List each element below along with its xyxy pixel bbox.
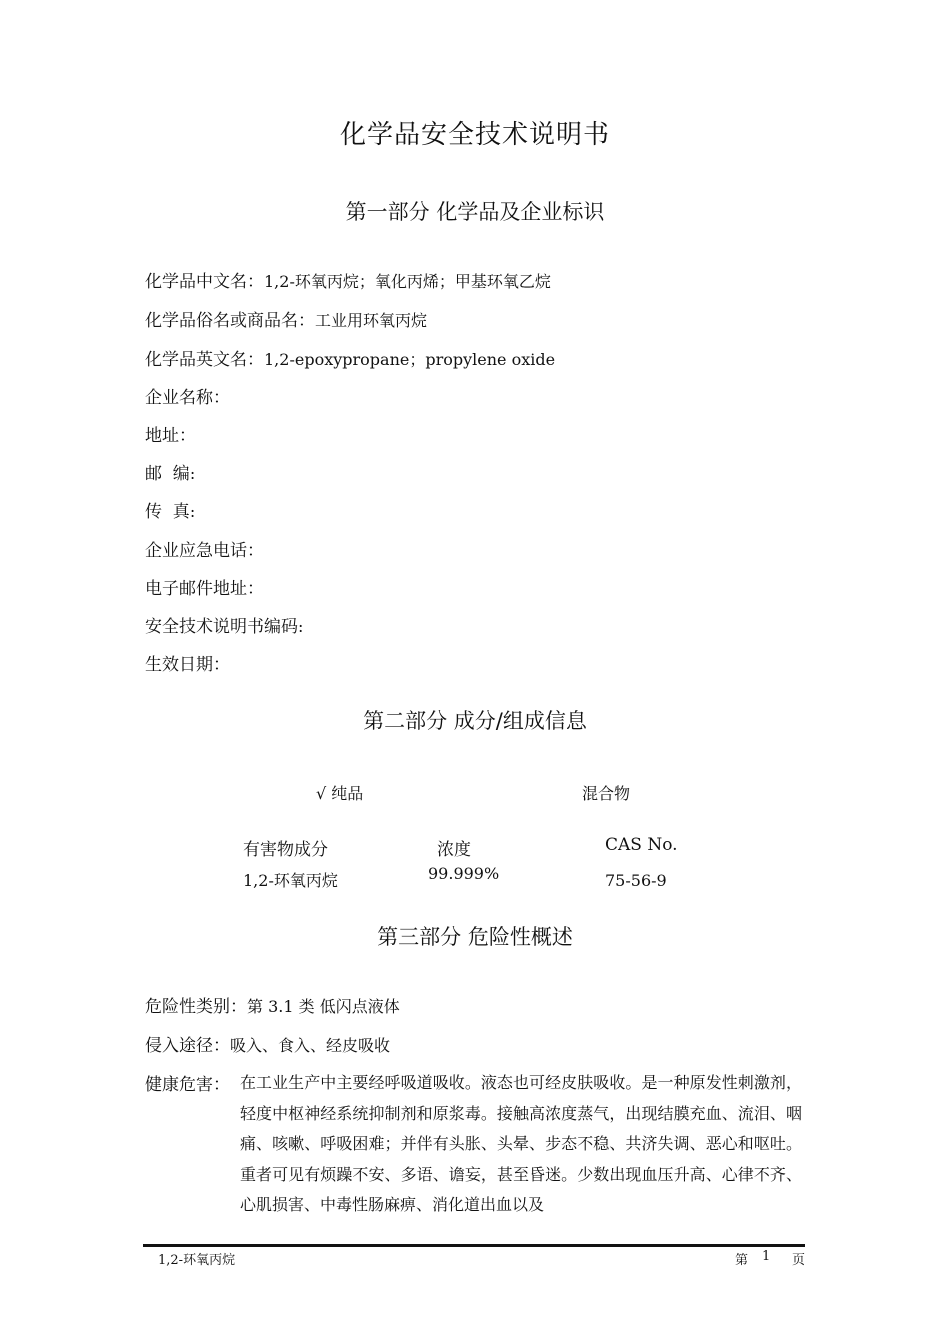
option-pure: √ 纯品 — [316, 784, 364, 803]
footer-page-prefix: 第 — [735, 1253, 749, 1268]
field-sds-code — [145, 612, 303, 637]
table-header-concentration: 浓度 — [437, 840, 471, 860]
footer-page-suffix: 页 — [792, 1253, 806, 1268]
field-fax — [145, 497, 195, 522]
field-value: : — [189, 502, 196, 521]
field-emergency-phone — [145, 536, 264, 561]
footer-page-number: 1 — [762, 1249, 771, 1264]
route-value: 吸入、食入、经皮吸收 — [230, 1036, 391, 1055]
table-cell-cas: 75-56-9 — [605, 871, 667, 890]
hazard-class — [145, 992, 400, 1017]
field-label: 地址： — [145, 426, 196, 446]
field-label: 化学品中文名： — [145, 272, 264, 292]
route-label: 侵入途径： — [145, 1036, 230, 1056]
field-email — [145, 574, 264, 599]
footer-doc-name: 1,2-环氧丙烷 — [158, 1253, 236, 1268]
option-mixture: 混合物 — [582, 784, 631, 803]
section1-heading: 第一部分 化学品及企业标识 — [345, 200, 605, 224]
doc-title: 化学品安全技术说明书 — [339, 120, 610, 150]
field-english-name — [145, 345, 555, 370]
field-label: 邮 编 — [145, 464, 190, 484]
field-label: 化学品俗名或商品名： — [145, 311, 315, 331]
exposure-route — [145, 1031, 390, 1056]
field-label: 企业应急电话： — [145, 541, 264, 561]
table-cell-concentration: 99.999% — [428, 864, 500, 883]
footer-divider — [143, 1244, 805, 1247]
field-address — [145, 421, 196, 446]
field-chinese-name — [145, 267, 551, 292]
field-company-name — [145, 383, 230, 408]
field-label: 电子邮件地址： — [145, 579, 264, 599]
section2-heading: 第二部分 成分/组成信息 — [363, 709, 587, 733]
table-header-component: 有害物成分 — [243, 840, 328, 860]
health-hazard-label: 健康危害： — [145, 1075, 230, 1095]
section3-heading: 第三部分 危险性概述 — [377, 925, 573, 949]
hazard-class-label: 危险性类别： — [145, 997, 247, 1017]
field-label: 传 真 — [145, 502, 190, 522]
field-label: 化学品英文名： — [145, 350, 264, 370]
field-postcode — [145, 459, 195, 484]
field-label: 安全技术说明书编码 — [145, 617, 298, 637]
field-effective-date — [145, 650, 230, 675]
table-header-cas: CAS No. — [605, 835, 678, 855]
hazard-class-value: 第 3.1 类 低闪点液体 — [247, 997, 400, 1016]
field-value: 工业用环氧丙烷 — [315, 311, 428, 330]
field-value: : — [298, 617, 304, 636]
health-hazard-text: 在工业生产中主要经呼吸道吸收。液态也可经皮肤吸收。是一种原发性刺激剂，轻度中枢神经系统抑制剂和原浆毒。接触高浓度蒸气，出现结膜充血、流泪、咽痛、咳嗽、呼吸困难；并伴有头胀、头晕、步态不稳、共济失调、恶心和呕吐。重者可见有烦躁不安、多语、谵妄，甚至昏迷。少数出现血压升高、心律不齐、心肌损害、中毒性肠麻痹、消化道出血以及 — [240, 1073, 802, 1214]
field-value: 1,2-环氧丙烷；氧化丙烯；甲基环氧乙烷 — [264, 272, 551, 291]
table-cell-component: 1,2-环氧丙烷 — [243, 871, 338, 890]
field-label: 生效日期： — [145, 655, 230, 675]
field-label: 企业名称： — [145, 388, 230, 408]
field-value: 1,2-epoxypropane；propylene oxide — [264, 350, 556, 369]
field-common-name — [145, 306, 427, 331]
field-value: : — [189, 464, 196, 483]
